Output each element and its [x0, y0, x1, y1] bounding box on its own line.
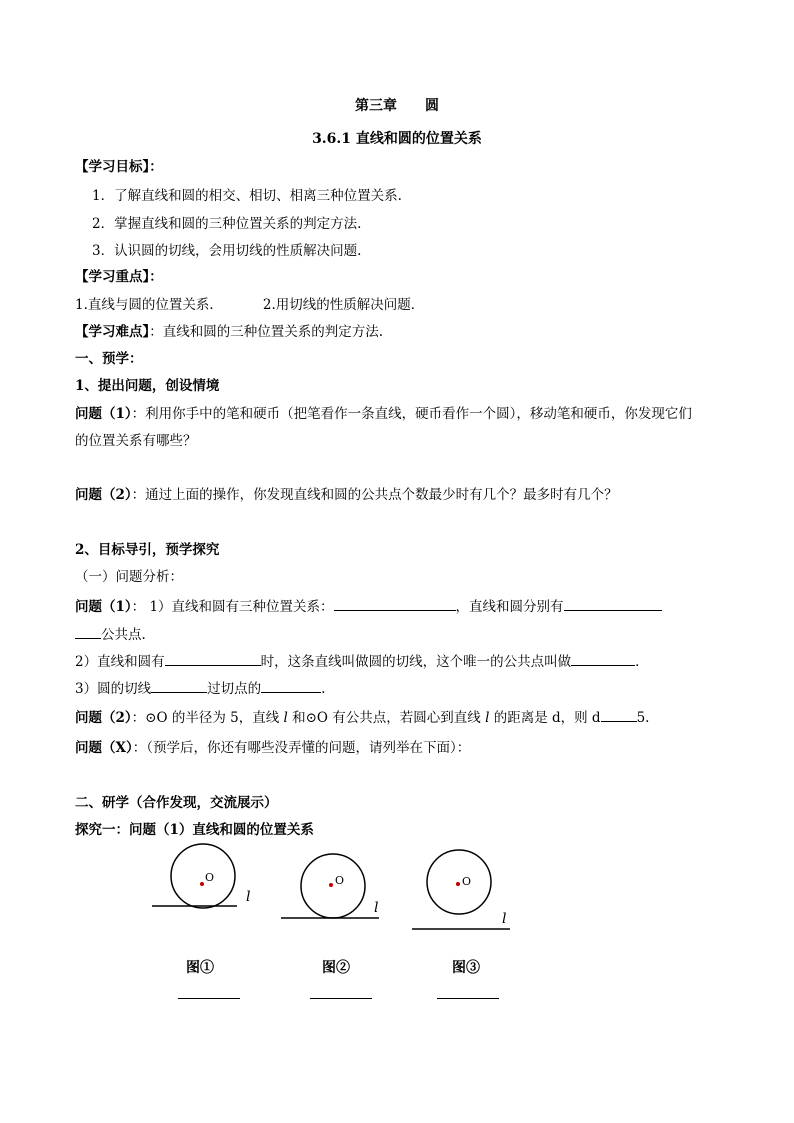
figure-3: [412, 850, 510, 929]
figure-caption: 图②: [322, 960, 350, 976]
line-symbol: l: [485, 710, 490, 726]
question-text: ：通过上面的操作，你发现直线和圆的公共点个数最少时有几个？最多时有几个？: [131, 487, 618, 503]
question-text: 3）圆的切线: [75, 681, 152, 697]
analysis-heading: （一）问题分析：: [75, 569, 183, 585]
goal-item: 3．认识圆的切线，会用切线的性质解决问题.: [92, 243, 362, 259]
center-label: O: [205, 871, 215, 884]
question-text: 过切点的: [207, 681, 262, 697]
question-text: ：⊙O 的半径为 5，直线: [131, 710, 284, 726]
subsection-heading: 1、提出问题，创设情境: [75, 378, 220, 394]
circle: [427, 850, 491, 914]
question-text: ： 1）直线和圆有三种位置关系：: [131, 599, 334, 615]
question-text: 2）直线和圆有: [75, 654, 165, 670]
line-label: l: [246, 889, 251, 905]
lesson-title: 3.6.1 直线和圆的位置关系: [312, 131, 482, 147]
question-label: 问题（X）: [75, 740, 133, 756]
difficulty-label: 【学习难点】: [75, 324, 150, 340]
question-text: 和⊙O 有公共点，若圆心到直线: [287, 710, 486, 726]
question-text: .: [321, 681, 326, 697]
question-text: 5.: [636, 710, 650, 726]
question-text: ：利用你手中的笔和硬币（把笔看作一条直线，硬币看作一个圆），移动笔和硬币，你发现它们: [131, 406, 692, 422]
question-label: 问题（1）: [75, 599, 132, 615]
circle: [301, 854, 365, 918]
figure-1: [152, 844, 250, 908]
section-heading: 二、研学（合作发现，交流展示）: [75, 795, 278, 811]
answer-blank[interactable]: [310, 997, 372, 999]
question-label: 问题（2）: [75, 710, 132, 726]
question-label: 问题（1）: [75, 406, 132, 422]
explore-heading: 探究一：问题（1）直线和圆的位置关系: [75, 822, 314, 838]
center-dot: [200, 882, 204, 886]
question-text: ，直线和圆分别有: [455, 599, 564, 615]
figure-caption: 图①: [186, 960, 214, 976]
center-dot: [329, 883, 333, 887]
question-label: 问题（2）: [75, 487, 132, 503]
section-heading: 一、预学：: [75, 351, 143, 367]
goal-item: 1．了解直线和圆的相交、相切、相离三种位置关系.: [92, 188, 402, 204]
center-label: O: [335, 874, 345, 887]
center-label: O: [462, 875, 472, 888]
figure-caption: 图③: [452, 960, 480, 976]
question-text: 公共点.: [101, 627, 146, 643]
answer-blank[interactable]: [178, 997, 240, 999]
center-dot: [456, 882, 460, 886]
difficulty-text: ：直线和圆的三种位置关系的判定方法.: [149, 324, 384, 340]
subsection-heading: 2、目标导引，预学探究: [75, 542, 220, 558]
question-text: 时，这条直线叫做圆的切线，这个唯一的公共点叫做: [260, 654, 572, 670]
line-label: l: [502, 911, 507, 927]
figure-2: [281, 854, 379, 918]
circle: [171, 844, 235, 908]
question-1-cont: 的位置关系有哪些？: [75, 433, 197, 449]
key-heading: 【学习重点】：: [75, 269, 163, 285]
key-point: 2.用切线的性质解决问题．: [262, 297, 425, 313]
line-label: l: [374, 900, 379, 916]
goal-item: 2．掌握直线和圆的三种位置关系的判定方法.: [92, 216, 362, 232]
question-text: ：（预学后，你还有哪些没弄懂的问题，请列举在下面）：: [132, 740, 471, 756]
goals-heading: 【学习目标】：: [75, 159, 163, 175]
line-symbol: l: [283, 710, 288, 726]
question-text: ．: [635, 654, 649, 670]
key-point: 1.直线与圆的位置关系．: [75, 297, 223, 313]
question-text: 的距离是 d，则 d: [489, 710, 601, 726]
chapter-title: 第三章 圆: [355, 98, 439, 114]
answer-blank[interactable]: [437, 997, 499, 999]
